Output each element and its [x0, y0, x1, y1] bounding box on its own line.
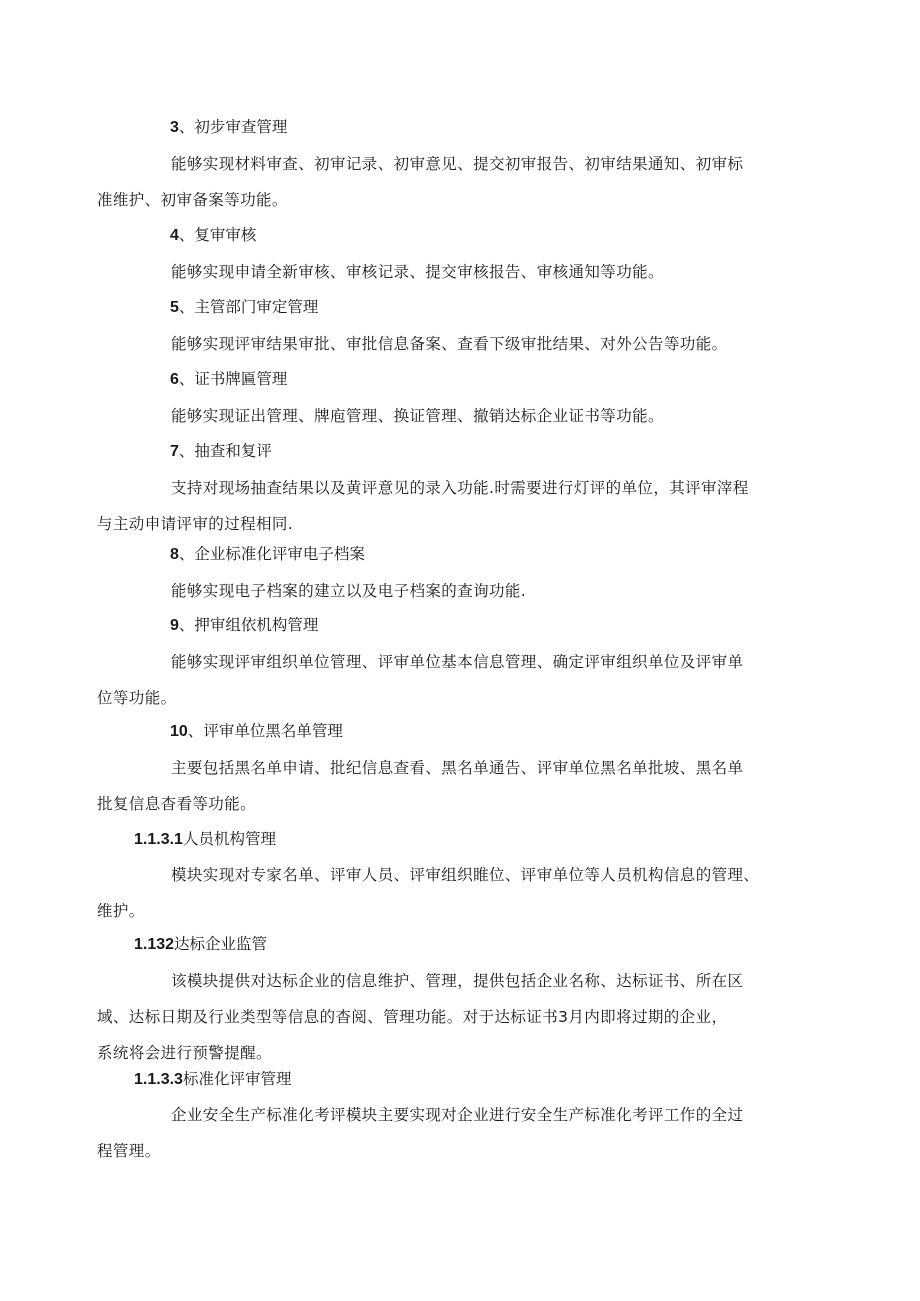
- section-paragraph-1131: 模块实现对专家名单、评审人员、评审组织睢位、评审单位等人员机构信息的管理、 维护。: [97, 866, 760, 920]
- item-paragraph-9: 能够实现评审组织单位管理、评审单位基本信息管理、确定评审组织单位及评审单 位等功能。: [97, 653, 744, 707]
- item-heading-6: 6、证书牌匾管理: [170, 370, 288, 388]
- section-heading-1132: 1.132达标企业监管: [134, 935, 268, 953]
- section-heading-1133: 1.1.3.3标准化评审管理: [134, 1070, 292, 1088]
- item-paragraph-4: 能够实现申请全新审核、审核记录、提交审核报告、审核通知等功能。: [171, 263, 664, 281]
- item-paragraph-5: 能够实现评审结果审批、审批信息备案、查看下级审批结果、对外公告等功能。: [171, 335, 728, 353]
- item-heading-4: 4、复审审核: [170, 226, 257, 244]
- item-heading-10: 10、评审单位黑名单管理: [170, 722, 343, 740]
- item-paragraph-8: 能够实现电子档案的建立以及电子档案的查询功能.: [171, 582, 527, 600]
- section-heading-1131: 1.1.3.1人员机构管理: [134, 830, 276, 848]
- item-paragraph-6: 能够实现证出管理、牌庖管理、换证管理、撤销达标企业证书等功能。: [171, 407, 664, 425]
- item-heading-9: 9、押审组依机构管理: [170, 616, 319, 634]
- item-heading-3: 3、初步审查管理: [170, 118, 288, 136]
- item-paragraph-7: 支持对现场抽查结果以及黄评意见的录入功能.时需要进行灯评的单位，其评审滓程 与主动申请评审的过程相同.: [97, 479, 749, 533]
- section-paragraph-1133: 企业安全生产标准化考评模块主要实现对企业进行安全生产标准化考评工作的全过 程管理。: [97, 1106, 744, 1160]
- item-heading-5: 5、主管部门审定管理: [170, 298, 319, 316]
- item-paragraph-10: 主要包括黑名单申请、批纪信息查看、黑名单通告、评审单位黑名单批坡、黑名单 批复信息杳看等功能。: [97, 759, 744, 813]
- section-paragraph-1132: 该模块提供对达标企业的信息维护、管理，提供包括企业名称、达标证书、所在区 域、达标日期及行业类型等信息的杳阅、管理功能。对于达标证书3月内即将过期的企业， 系统将会进行预警提醒。: [97, 972, 744, 1062]
- item-paragraph-3: 能够实现材料审查、初审记录、初审意见、提交初审报告、初审结果通知、初审标 准维护、初审备案等功能。: [97, 155, 744, 209]
- item-heading-7: 7、抽查和复评: [170, 442, 272, 460]
- item-heading-8: 8、企业标准化评审电子档案: [170, 545, 365, 563]
